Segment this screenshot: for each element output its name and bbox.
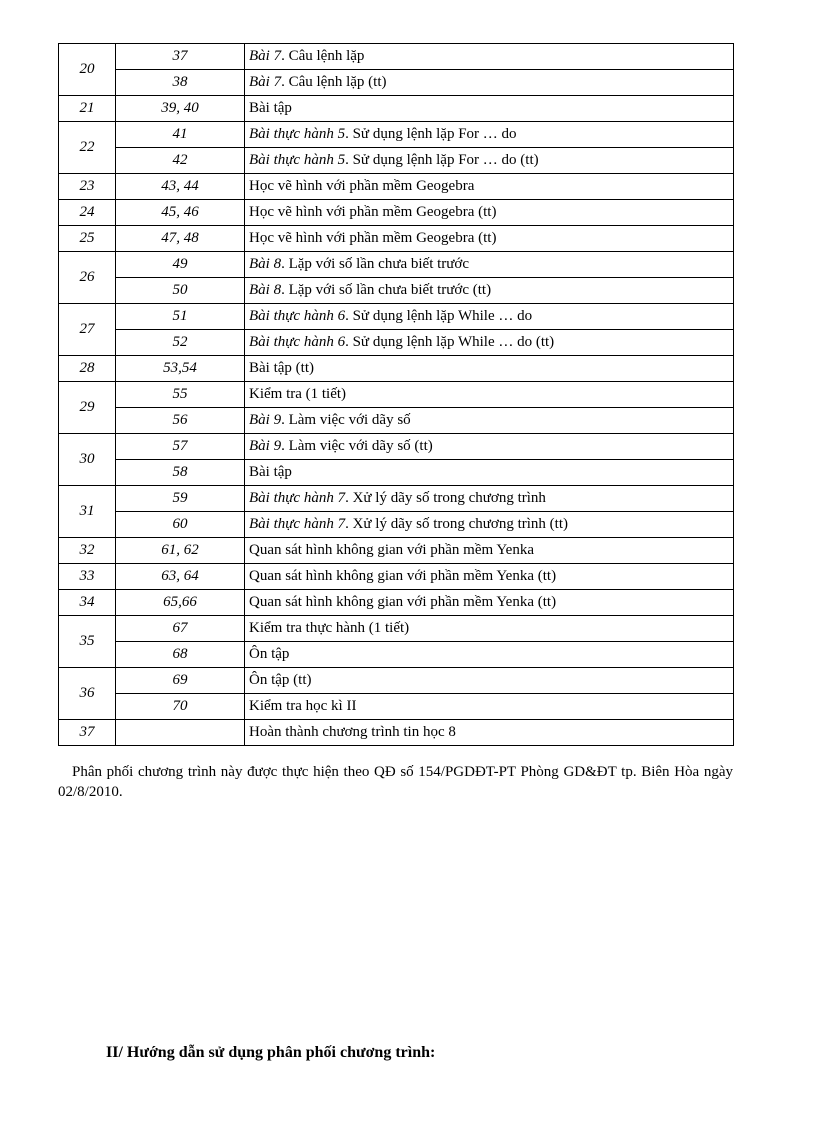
period-cell: 51	[116, 304, 245, 330]
lesson-title: . Xử lý dãy số trong chương trình (tt)	[345, 516, 569, 532]
table-row	[59, 486, 734, 512]
lesson-title: Ôn tập (tt)	[249, 672, 312, 688]
period-cell: 52	[116, 330, 245, 356]
period-cell: 59	[116, 486, 245, 512]
period-cell: 43, 44	[116, 174, 245, 200]
lesson-prefix: Bài 8	[249, 282, 282, 298]
period-cell: 53,54	[116, 356, 245, 382]
week-cell: 20	[59, 44, 116, 96]
lesson-cell	[245, 616, 734, 642]
table-row	[59, 434, 734, 460]
lesson-prefix: Bài thực hành 6	[249, 308, 346, 324]
table-row	[59, 616, 734, 642]
lesson-title: Học vẽ hình với phần mềm Geogebra	[249, 178, 475, 194]
period-cell: 69	[116, 668, 245, 694]
table-row	[59, 382, 734, 408]
lesson-cell	[245, 252, 734, 278]
table-row	[59, 694, 734, 720]
lesson-title: . Câu lệnh lặp (tt)	[281, 74, 387, 90]
lesson-prefix: Bài thực hành 6	[249, 334, 346, 350]
lesson-cell	[245, 44, 734, 70]
lesson-cell	[245, 148, 734, 174]
table-row	[59, 590, 734, 616]
table-row	[59, 226, 734, 252]
table-row	[59, 252, 734, 278]
week-cell: 26	[59, 252, 116, 304]
table-row	[59, 356, 734, 382]
footnote-paragraph: Phân phối chương trình này được thực hiện theo QĐ số 154/PGDĐT-PT Phòng GD&ĐT tp. Biên Hòa ngày 02/8/2010.	[58, 764, 733, 800]
table-row	[59, 200, 734, 226]
period-cell: 70	[116, 694, 245, 720]
lesson-cell	[245, 96, 734, 122]
week-cell: 32	[59, 538, 116, 564]
lesson-title: . Làm việc với dãy số (tt)	[281, 438, 433, 454]
lesson-cell	[245, 668, 734, 694]
table-row	[59, 122, 734, 148]
lesson-cell	[245, 512, 734, 538]
table-row	[59, 174, 734, 200]
lesson-title: . Xử lý dãy số trong chương trình	[345, 490, 546, 506]
week-cell: 34	[59, 590, 116, 616]
lesson-title: Bài tập	[249, 464, 292, 480]
lesson-cell	[245, 694, 734, 720]
period-cell: 55	[116, 382, 245, 408]
lesson-title: . Lặp với số lần chưa biết trước	[281, 256, 469, 272]
lesson-title: Quan sát hình không gian với phần mềm Yenka	[249, 542, 534, 558]
curriculum-table	[58, 43, 734, 746]
lesson-cell	[245, 538, 734, 564]
table-row	[59, 512, 734, 538]
table-row	[59, 564, 734, 590]
period-cell: 50	[116, 278, 245, 304]
period-cell: 61, 62	[116, 538, 245, 564]
period-cell: 58	[116, 460, 245, 486]
lesson-prefix: Bài thực hành 7	[249, 516, 346, 532]
period-cell: 47, 48	[116, 226, 245, 252]
period-cell: 65,66	[116, 590, 245, 616]
lesson-title: . Lặp với số lần chưa biết trước (tt)	[281, 282, 492, 298]
lesson-prefix: Bài 7	[249, 74, 282, 90]
week-cell: 23	[59, 174, 116, 200]
table-row	[59, 642, 734, 668]
period-cell: 41	[116, 122, 245, 148]
lesson-title: Bài tập (tt)	[249, 360, 314, 376]
lesson-title: Kiểm tra (1 tiết)	[249, 386, 347, 402]
period-cell: 68	[116, 642, 245, 668]
lesson-cell	[245, 460, 734, 486]
lesson-title: Kiểm tra thực hành (1 tiết)	[249, 620, 410, 636]
lesson-prefix: Bài 7	[249, 48, 282, 64]
lesson-cell	[245, 278, 734, 304]
period-cell: 63, 64	[116, 564, 245, 590]
table-row	[59, 408, 734, 434]
lesson-title: . Sử dụng lệnh lặp For … do (tt)	[345, 152, 539, 168]
curriculum-table-body	[59, 44, 734, 746]
period-cell: 45, 46	[116, 200, 245, 226]
lesson-cell	[245, 408, 734, 434]
period-cell: 49	[116, 252, 245, 278]
lesson-title: Học vẽ hình với phần mềm Geogebra (tt)	[249, 204, 497, 220]
lesson-title: . Câu lệnh lặp	[281, 48, 365, 64]
week-cell: 21	[59, 96, 116, 122]
lesson-cell	[245, 304, 734, 330]
lesson-title: . Sử dụng lệnh lặp While … do	[345, 308, 533, 324]
period-cell: 57	[116, 434, 245, 460]
week-cell: 27	[59, 304, 116, 356]
week-cell: 28	[59, 356, 116, 382]
table-row	[59, 538, 734, 564]
lesson-cell	[245, 720, 734, 746]
period-cell: 60	[116, 512, 245, 538]
period-cell: 37	[116, 44, 245, 70]
lesson-title: . Sử dụng lệnh lặp For … do	[345, 126, 517, 142]
period-cell: 56	[116, 408, 245, 434]
lesson-cell	[245, 200, 734, 226]
lesson-title: Bài tập	[249, 100, 292, 116]
table-row	[59, 330, 734, 356]
week-cell: 36	[59, 668, 116, 720]
lesson-title: Kiểm tra học kì II	[249, 698, 357, 714]
lesson-prefix: Bài 8	[249, 256, 282, 272]
week-cell: 31	[59, 486, 116, 538]
section-heading: II/ Hướng dẫn sử dụng phân phối chương trình:	[106, 1044, 436, 1061]
lesson-cell	[245, 590, 734, 616]
lesson-cell	[245, 226, 734, 252]
period-cell: 42	[116, 148, 245, 174]
table-row	[59, 278, 734, 304]
lesson-cell	[245, 70, 734, 96]
week-cell: 24	[59, 200, 116, 226]
table-row	[59, 96, 734, 122]
period-cell: 39, 40	[116, 96, 245, 122]
period-cell: 38	[116, 70, 245, 96]
lesson-prefix: Bài thực hành 5	[249, 126, 346, 142]
week-cell: 29	[59, 382, 116, 434]
lesson-cell	[245, 642, 734, 668]
lesson-cell	[245, 434, 734, 460]
week-cell: 30	[59, 434, 116, 486]
lesson-prefix: Bài thực hành 5	[249, 152, 346, 168]
table-row	[59, 304, 734, 330]
lesson-cell	[245, 174, 734, 200]
week-cell: 35	[59, 616, 116, 668]
period-cell	[116, 720, 245, 746]
table-row	[59, 44, 734, 70]
lesson-prefix: Bài 9	[249, 438, 282, 454]
table-row	[59, 70, 734, 96]
table-row	[59, 720, 734, 746]
table-row	[59, 460, 734, 486]
table-row	[59, 148, 734, 174]
lesson-title: Học vẽ hình với phần mềm Geogebra (tt)	[249, 230, 497, 246]
week-cell: 33	[59, 564, 116, 590]
lesson-cell	[245, 330, 734, 356]
week-cell: 22	[59, 122, 116, 174]
week-cell: 37	[59, 720, 116, 746]
lesson-cell	[245, 382, 734, 408]
lesson-cell	[245, 356, 734, 382]
lesson-cell	[245, 486, 734, 512]
lesson-title: Hoàn thành chương trình tin học 8	[249, 724, 456, 740]
lesson-title: Quan sát hình không gian với phần mềm Yenka (tt)	[249, 568, 557, 584]
lesson-cell	[245, 564, 734, 590]
lesson-title: Quan sát hình không gian với phần mềm Yenka (tt)	[249, 594, 557, 610]
lesson-title: . Làm việc với dãy số	[281, 412, 411, 428]
lesson-title: Ôn tập	[249, 646, 290, 662]
period-cell: 67	[116, 616, 245, 642]
lesson-title: . Sử dụng lệnh lặp While … do (tt)	[345, 334, 555, 350]
lesson-prefix: Bài 9	[249, 412, 282, 428]
lesson-cell	[245, 122, 734, 148]
table-row	[59, 668, 734, 694]
lesson-prefix: Bài thực hành 7	[249, 490, 346, 506]
week-cell: 25	[59, 226, 116, 252]
